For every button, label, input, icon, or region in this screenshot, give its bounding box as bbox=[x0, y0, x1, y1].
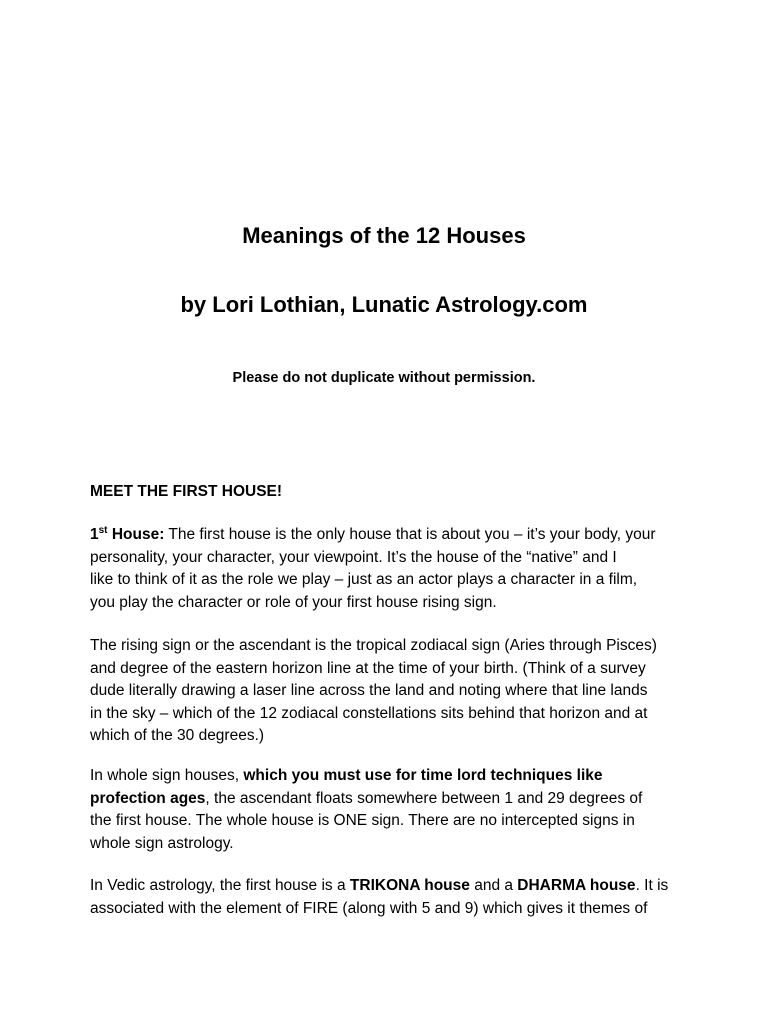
paragraph-first-house bbox=[90, 524, 690, 614]
paragraph-text: In whole sign houses, bbox=[90, 767, 244, 784]
paragraph-line: in the sky – which of the 12 zodiacal constellations sits behind that horizon and at bbox=[90, 704, 648, 722]
paragraph-line: and degree of the eastern horizon line at the time of your birth. (Think of a survey bbox=[90, 659, 646, 677]
document-title: Meanings of the 12 Houses bbox=[242, 223, 526, 248]
paragraph-whole-sign bbox=[90, 765, 690, 855]
house-label bbox=[90, 526, 164, 543]
emphasis-text: profection ages bbox=[90, 789, 206, 807]
paragraph-line: you play the character or role of your first house rising sign. bbox=[90, 593, 497, 611]
paragraph-line bbox=[90, 524, 690, 547]
paragraph-rising-sign bbox=[90, 635, 690, 748]
house-number: 1 bbox=[90, 526, 99, 543]
paragraph-text: and a bbox=[469, 877, 518, 894]
paragraph-line: The rising sign or the ascendant is the tropical zodiacal sign (Aries through Pisces) bbox=[90, 637, 657, 654]
copyright-notice: Please do not duplicate without permission. bbox=[232, 370, 536, 386]
paragraph-text: The first house is the only house that is about you – it’s your body, your bbox=[164, 526, 656, 543]
paragraph-text: In Vedic astrology, the first house is a bbox=[90, 877, 350, 894]
ordinal-suffix: st bbox=[98, 524, 108, 536]
paragraph-line bbox=[90, 788, 690, 811]
paragraph-line: which of the 30 degrees.) bbox=[90, 727, 265, 744]
paragraph-line bbox=[90, 765, 690, 788]
house-label-word: House: bbox=[107, 526, 165, 543]
paragraph-vedic bbox=[90, 875, 690, 920]
emphasis-text: TRIKONA house bbox=[349, 877, 470, 894]
paragraph-text: , the ascendant floats somewhere between 1 and 29 degrees of bbox=[205, 789, 643, 807]
paragraph-line: the first house. The whole house is ONE sign. There are no intercepted signs in bbox=[90, 812, 635, 829]
paragraph-line: associated with the element of FIRE (along with 5 and 9) which gives it themes of bbox=[90, 899, 648, 917]
paragraph-line: personality, your character, your viewpoint. It’s the house of the “native” and I bbox=[90, 548, 617, 566]
paragraph-line: dude literally drawing a laser line across the land and noting where that line lands bbox=[90, 682, 648, 699]
paragraph-line bbox=[90, 875, 690, 898]
paragraph-line: like to think of it as the role we play – just as an actor plays a character in a film, bbox=[90, 571, 638, 588]
paragraph-text: . It is bbox=[635, 877, 669, 894]
paragraph-line: whole sign astrology. bbox=[90, 834, 234, 852]
section-heading: MEET THE FIRST HOUSE! bbox=[90, 483, 283, 500]
emphasis-text: which you must use for time lord techniques like bbox=[243, 767, 603, 784]
document-byline: by Lori Lothian, Lunatic Astrology.com bbox=[180, 292, 588, 317]
emphasis-text: DHARMA house bbox=[517, 877, 636, 894]
